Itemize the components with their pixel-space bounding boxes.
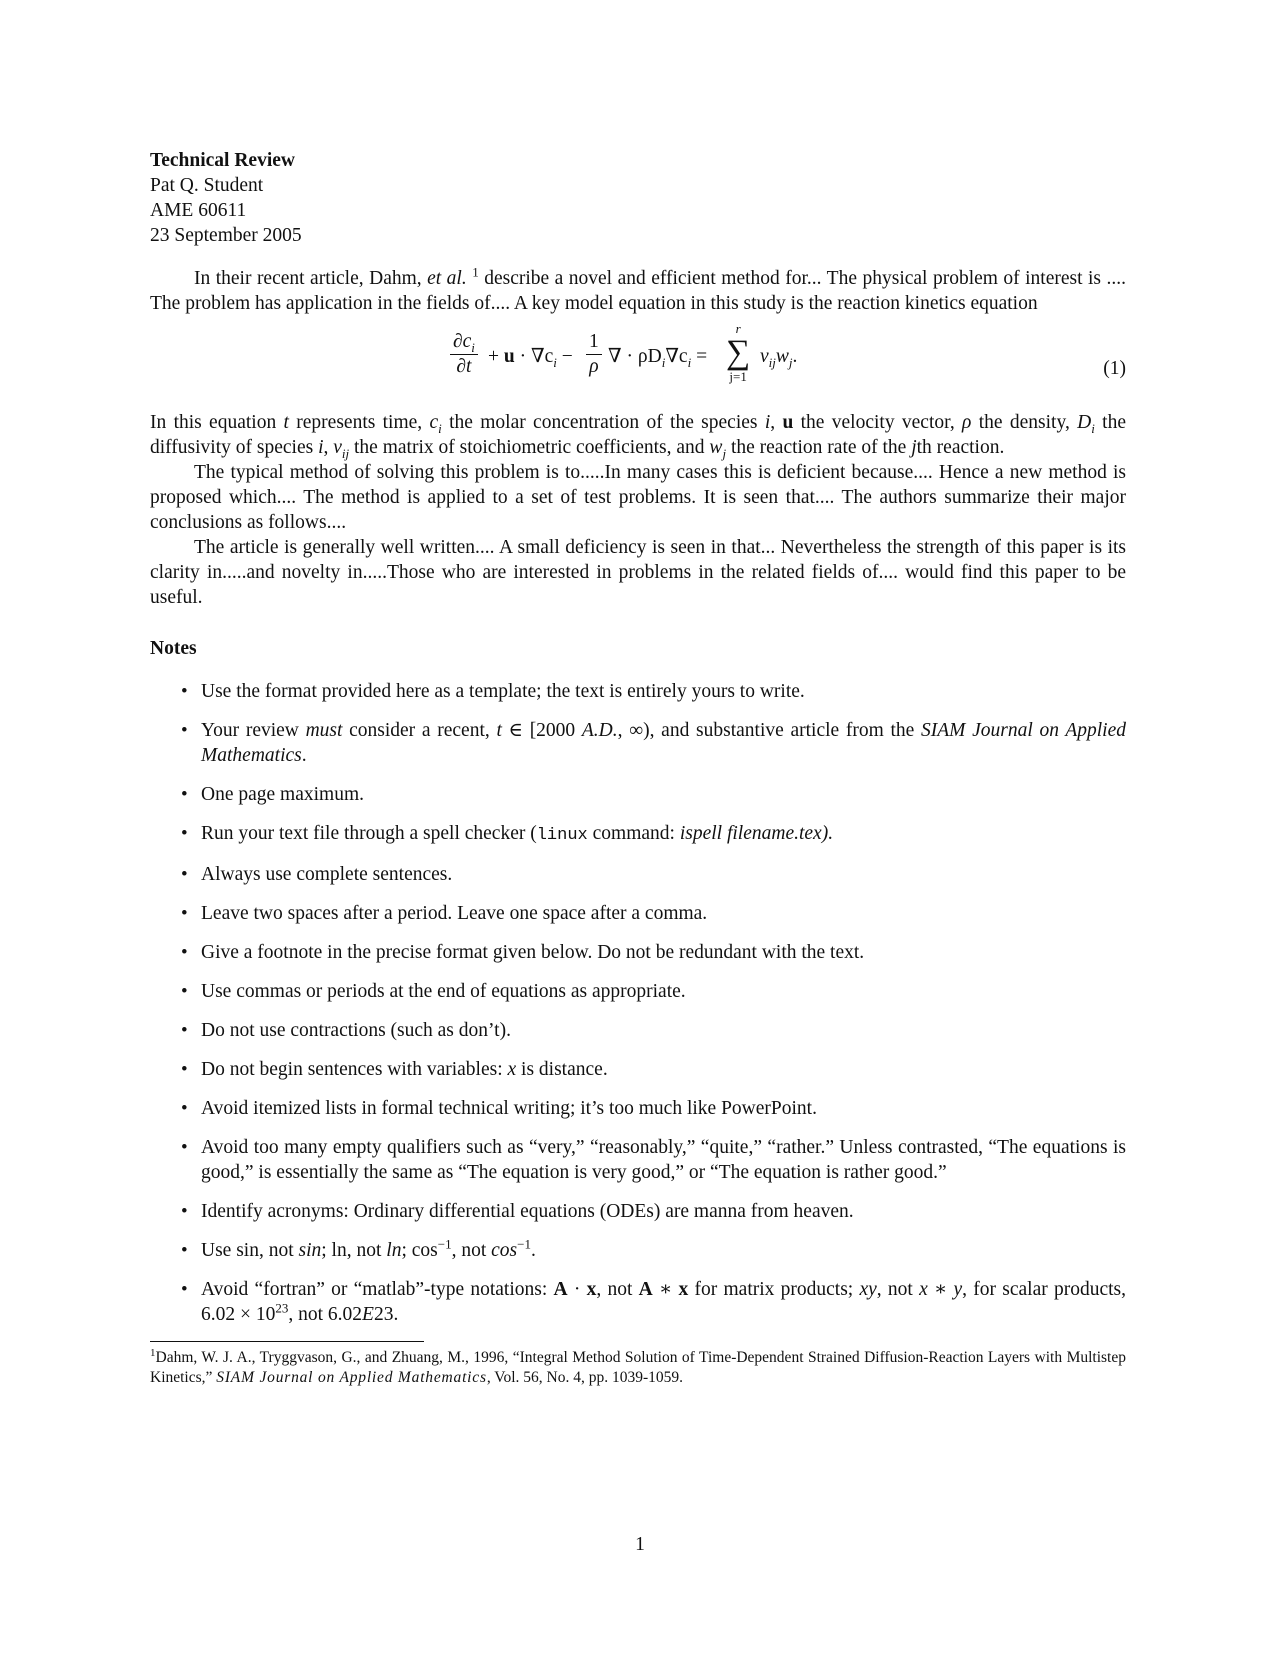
time-derivative-fraction: $\frac{\partial c_i}{\partial t}$	[450, 330, 478, 379]
summation-sign: r ∑ j=1	[726, 321, 751, 384]
list-item: • Do not use contractions (such as don’t).	[181, 1020, 511, 1041]
list-item: • Avoid itemized lists in formal technical writing; it’s too much like PowerPoint.	[181, 1098, 817, 1119]
list-item: • Use the format provided here as a template; the text is entirely yours to write.	[181, 681, 805, 702]
list-item: • Avoid too many empty qualifiers such as “very,” “reasonably,” “quite,” “rather.” Unless contrasted, “The equations is good,” is essentially the same as “The equation is very good,” or “The equation is rather good.”	[181, 1137, 1126, 1183]
variable-definitions-paragraph: In this equation t represents time, $c_i$ the molar concentration of the species i, u the velocity vector, ρ the density, $D_i$ the diffusivity of species i, $\nu_{ij}$ the matrix of stoichiometric coefficients, and $w_j$ the reaction rate of the jth reaction.	[150, 412, 1127, 461]
list-item: • Always use complete sentences.	[181, 864, 453, 885]
header-block	[150, 148, 1126, 248]
list-item: • Avoid “fortran” or “matlab”-type notations: A · x, not A ∗ x for matrix products; xy, not x ∗ y, for scalar products, $6.02 \times 10^{23}$, not 6.02E23.	[181, 1279, 1127, 1325]
footnote-mark: 1	[150, 1346, 156, 1359]
list-item: • One page maximum.	[181, 784, 364, 805]
list-item: • Identify acronyms: Ordinary differential equations (ODEs) are manna from heaven.	[181, 1201, 854, 1222]
reaction-kinetics-equation: $\frac{\partial c_i}{\partial t}$ + $u \cdot \nabla c_i$ − $\frac{1}{\rho}$ ∇ · $\rho D_i\nabla c_i$ = r ∑ j=1 $\nu_{ij}w_j$. (1)	[150, 326, 1126, 410]
list-item: • Use sin, not sin; ln, not ln; $\cos^{-1}$, not $\cos^{-1}$.	[181, 1236, 536, 1261]
notes-heading: Notes	[150, 638, 197, 659]
author-name: Pat Q. Student	[150, 175, 264, 196]
footnote: $^1$Dahm, W. J. A., Tryggvason, G., and Zhuang, M., 1996, “Integral Method Solution of Time-Dependent Strained Diffusion-Reaction Layers with Multistep Kinetics,” SIAM Journal on Applied Mathematics, Vol. 56, No. 4, pp. 1039-1059.	[150, 1346, 1126, 1386]
document-title: Technical Review	[150, 150, 295, 171]
assessment-paragraph: The article is generally well written.... A small deficiency is seen in that... Nevertheless the strength of this paper is its clarity in.....and novelty in.....Those who are interested in problems in the related fields of.... would find this paper to be useful.	[150, 537, 1126, 608]
list-item: • Give a footnote in the precise format given below. Do not be redundant with the text.	[181, 942, 865, 963]
notes-list	[150, 679, 1126, 1327]
list-item: • Your review must consider a recent, t ∈ [2000 A.D., ∞), and substantive article from the SIAM Journal on Applied Mathematics.	[181, 720, 1126, 766]
list-item: • Run your text file through a spell checker (linux command: ispell filename.tex).	[181, 823, 834, 845]
list-item: • Do not begin sentences with variables: x is distance.	[181, 1059, 608, 1080]
inverse-density-fraction: $\frac{1}{\rho}$	[586, 330, 602, 379]
page-number: 1	[635, 1534, 645, 1555]
document-page	[150, 148, 1126, 1388]
list-item: • Use commas or periods at the end of equations as appropriate.	[181, 981, 686, 1002]
intro-paragraph: In their recent article, Dahm, et al. $^1$ describe a novel and efficient method for... The physical problem of interest is .... The problem has application in the fields of.... A key model equation in this study is the reaction kinetics equation	[150, 264, 1126, 314]
footnote-divider	[150, 1341, 424, 1342]
equation-number: (1)	[1103, 358, 1126, 379]
footnote-reference[interactable]: 1	[472, 264, 479, 280]
list-item: • Leave two spaces after a period. Leave one space after a comma.	[181, 903, 708, 924]
course-number: AME 60611	[150, 200, 247, 221]
document-date: 23 September 2005	[150, 225, 302, 246]
method-paragraph: The typical method of solving this problem is to.....In many cases this is deficient because.... Hence a new method is proposed which.... The method is applied to a set of test problems. It is seen that.... The authors summarize their major conclusions as follows....	[150, 462, 1126, 533]
